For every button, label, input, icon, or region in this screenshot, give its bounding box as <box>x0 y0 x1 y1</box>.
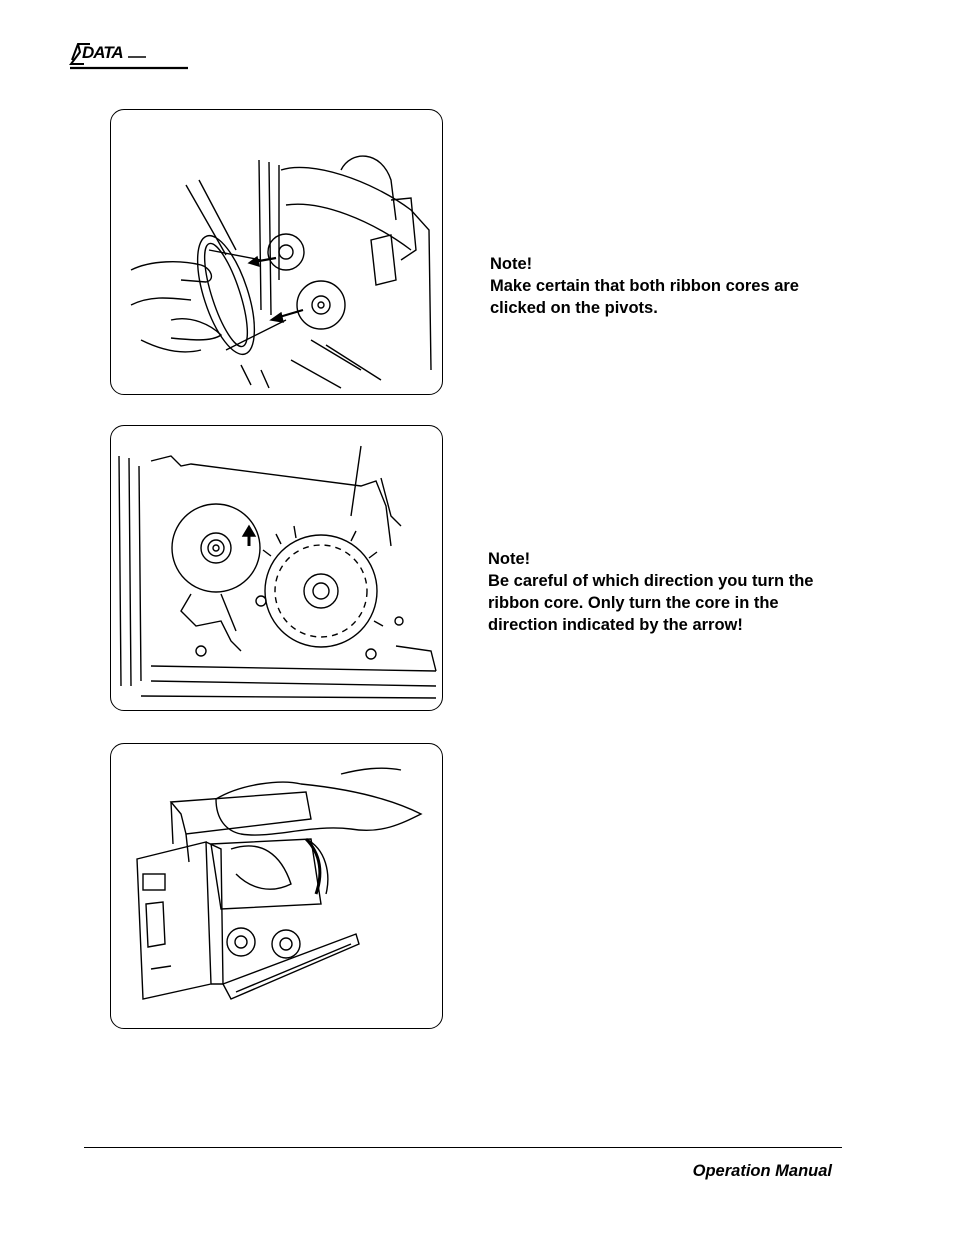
note-title: Note! <box>490 255 533 273</box>
figure-closing-lid <box>110 743 443 1029</box>
note-ribbon-pivots <box>490 253 850 319</box>
figure-ribbon-cores-pivots <box>110 109 443 395</box>
note-title: Note! <box>488 550 531 568</box>
footer-rule <box>84 1147 842 1148</box>
logo-text: DATA <box>82 43 123 62</box>
note-ribbon-direction <box>488 548 838 636</box>
sigma-data-logo <box>68 38 190 72</box>
figure-ribbon-direction <box>110 425 443 711</box>
note-body: Make certain that both ribbon cores are clicked on the pivots. <box>490 277 799 317</box>
footer-label: Operation Manual <box>692 1162 832 1180</box>
note-body: Be careful of which direction you turn the ribbon core. Only turn the core in the direction indicated by the arrow! <box>488 572 814 634</box>
